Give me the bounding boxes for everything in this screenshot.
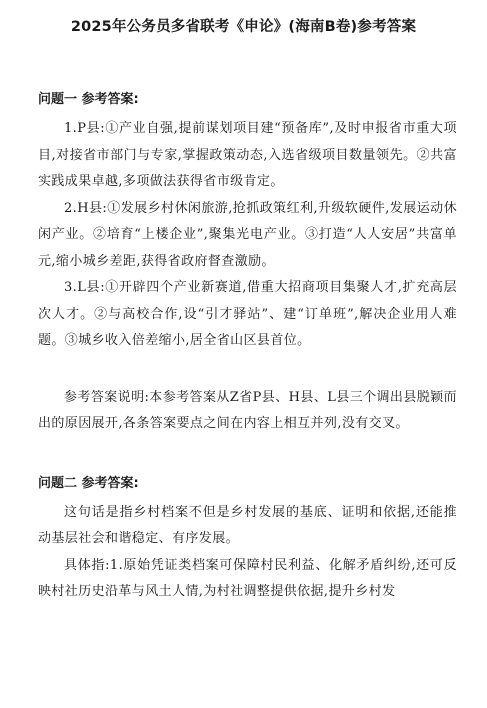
answer-item-h-county: 2.H县:①发展乡村休闲旅游,抢抓政策红利,升级软硬件,发展运动休闲产业。②培育“上楼企业”,聚集光电产业。③打造“人人安居”共富单元,缩小城乡差距,获得省政府督查激励。 <box>38 200 457 269</box>
document-title: 2025年公务员多省联考《申论》(海南B卷)参考答案 <box>70 19 417 35</box>
question-one-heading: 问题一 参考答案: <box>38 92 139 107</box>
question-one-section <box>38 90 457 438</box>
answer-intro: 这句话是指乡村档案不但是乡村发展的基底、证明和依据,还能推动基层社会和谐稳定、有序发展。 <box>38 504 457 546</box>
answer-detail: 具体指:1.原始凭证类档案可保障村民利益、化解矛盾纠纷,还可反映村社历史沿革与风土人情,为村社调整提供依据,提升乡村发 <box>38 557 457 599</box>
answer-item-l-county: 3.L县:①开辟四个产业新赛道,借重大招商项目集聚人才,扩充高层次人才。②与高校合作,设“引才驿站”、建“订单班”,解决企业用人难题。③城乡收入倍差缩小,居全省山区县首位。 <box>38 280 457 348</box>
question-two-section <box>38 474 457 606</box>
question-two-heading: 问题二 参考答案: <box>38 475 139 491</box>
spacer <box>38 38 457 90</box>
spacer <box>38 438 457 474</box>
answer-note: 参考答案说明:本参考答案从Z省P县、H县、L县三个调出县脱颖而出的原因展开,各条答案要点之间在内容上相互并列,没有交叉。 <box>38 389 457 431</box>
answer-item-p-county: 1.P县:①产业自强,提前谋划项目建“预备库”,及时申报省市重大项目,对接省市部门与专家,掌握政策动态,入选省级项目数量领先。②共富实践成果卓越,多项做法获得省市级肯定。 <box>38 121 457 189</box>
